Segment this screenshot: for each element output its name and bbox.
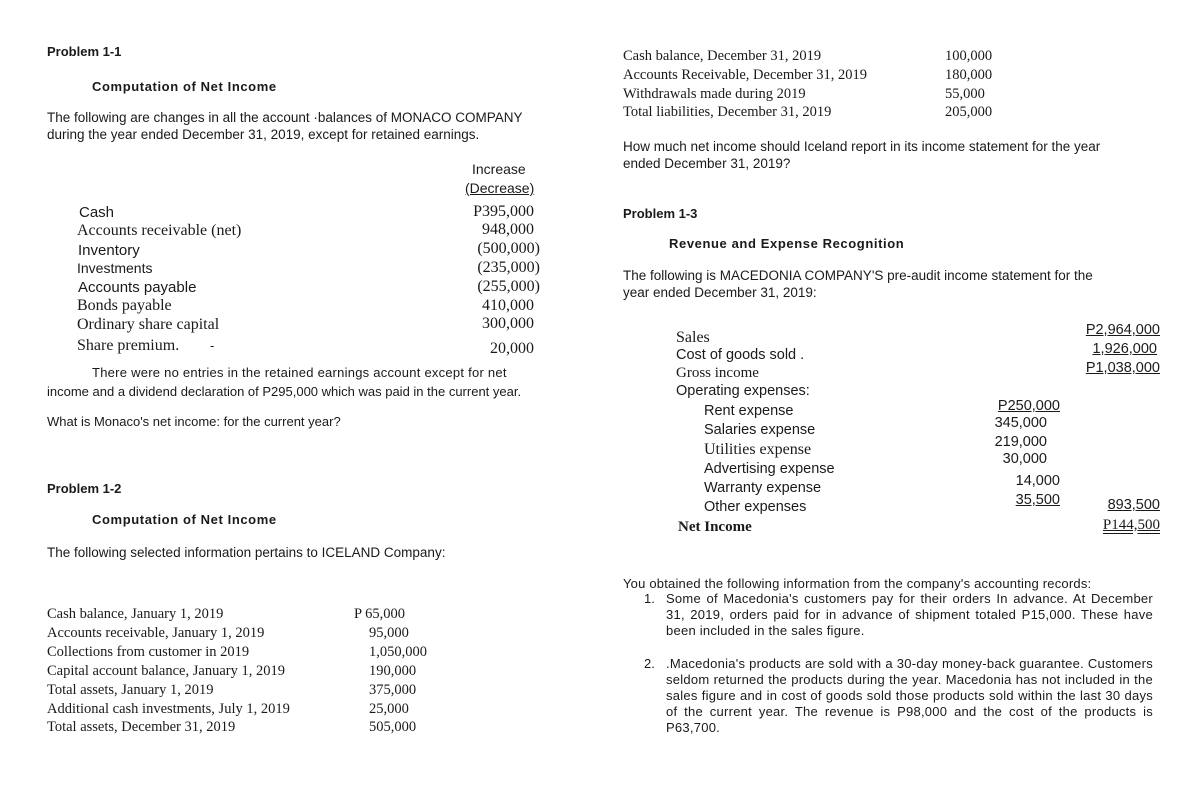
problem-1-2-subheading: Computation of Net Income [92,512,277,527]
account-label: Bonds payable [77,297,172,314]
data-value: 55,000 [945,86,985,102]
problem-1-1-heading: Problem 1-1 [47,44,122,59]
account-label: Investments [77,260,153,276]
expense-label: Warranty expense [704,480,822,496]
problem-1-3-subheading: Revenue and Expense Recognition [669,236,905,251]
expense-label: Utilities expense [704,441,812,458]
data-value: 505,000 [369,719,417,735]
account-change: (235,000) [477,259,540,276]
data-label: Total assets, December 31, 2019 [47,719,236,735]
expense-label: Salaries expense [704,422,816,438]
column-header-decrease: (Decrease) [465,180,535,196]
expense-label: Other expenses [704,499,807,515]
data-value: 190,000 [369,663,417,679]
expense-value: 30,000 [1002,451,1047,467]
data-value: 95,000 [369,625,409,641]
records-intro: You obtained the following information from the company's accounting records: [623,576,1092,591]
problem-1-1-subheading: Computation of Net Income [92,79,277,94]
data-label: Accounts Receivable, December 31, 2019 [623,67,867,83]
gross-income-label: Gross income [676,365,759,381]
sales-label: Sales [676,329,710,346]
problem-1-2-intro: The following selected information pertains to ICELAND Company: [47,545,446,560]
data-label: Additional cash investments, July 1, 2019 [47,701,290,717]
problem-1-2-heading: Problem 1-2 [47,481,122,496]
account-label: Ordinary share capital [77,316,220,333]
problem-1-3-heading: Problem 1-3 [623,206,698,221]
problem-1-2-question-line-1: How much net income should Iceland report in its income statement for the year [623,139,1101,154]
account-change: P395,000 [473,203,534,220]
problem-1-1-note-line-1: There were no entries in the retained earnings account except for net [92,365,507,380]
account-label: Share premium. [77,337,180,354]
expense-value: 14,000 [1015,473,1060,489]
account-change: 410,000 [482,297,534,314]
data-value: 100,000 [945,48,993,64]
cogs-label: Cost of goods sold . [676,347,805,363]
account-change: 948,000 [482,221,534,238]
expense-label: Advertising expense [704,461,835,477]
data-value: P 65,000 [354,606,406,622]
dash-mark: - [210,338,215,353]
data-value: 180,000 [945,67,993,83]
data-label: Total assets, January 1, 2019 [47,682,214,698]
problem-1-1-question: What is Monaco's net income: for the current year? [47,414,341,429]
gross-income-value: P1,038,000 [1085,360,1160,376]
list-item-text: Some of Macedonia's customers pay for their orders In advance. At December 31, 2019, orders paid for in advance of shipment totaled P15,000. These have been included in the sales figure. [666,591,1153,638]
total-operating-expenses: 893,500 [1107,497,1160,513]
operating-expenses-label: Operating expenses: [676,383,810,399]
account-change: 300,000 [482,315,534,332]
data-value: 375,000 [369,682,417,698]
account-label: Cash [79,204,115,221]
list-item-text: .Macedonia's products are sold with a 30-day money-back guarantee. Customers seldom returned the products during the year. Macedonia has not included in the sales figure and in cost of goods sold those products sold within the last 30 days of the current year. The revenue is P98,000 and the cost of the products is P63,700. [666,656,1153,735]
list-item-number: 2. [644,656,655,671]
data-label: Capital account balance, January 1, 2019 [47,663,285,679]
problem-1-1-intro-line-1: The following are changes in all the account ·balances of MONACO COMPANY [47,110,523,125]
net-income-value: P144,500 [1102,517,1160,533]
data-label: Cash balance, December 31, 2019 [623,48,822,64]
account-change: (500,000) [477,240,540,257]
data-label: Accounts receivable, January 1, 2019 [47,625,265,641]
account-label: Inventory [78,242,140,259]
problem-1-3-intro-line-2: year ended December 31, 2019: [623,285,817,300]
problem-1-2-question-line-2: ended December 31, 2019? [623,156,791,171]
data-label: Withdrawals made during 2019 [623,86,806,102]
net-income-label: Net Income [678,519,752,535]
problem-1-1-note-line-2: income and a dividend declaration of P295,000 which was paid in the current year. [47,384,522,399]
account-label: Accounts payable [78,279,197,296]
data-value: 1,050,000 [369,644,427,660]
account-change: (255,000) [477,278,540,295]
list-item-number: 1. [644,591,655,606]
expense-value: 345,000 [994,415,1047,431]
sales-value: P2,964,000 [1085,322,1160,338]
account-label: Accounts receivable (net) [77,222,242,239]
problem-1-3-intro-line-1: The following is MACEDONIA COMPANY'S pre-audit income statement for the [623,268,1093,283]
problem-1-1-intro-line-2: during the year ended December 31, 2019, except for retained earnings. [47,127,480,142]
expense-value: 219,000 [994,434,1047,450]
data-value: 25,000 [369,701,409,717]
data-value: 205,000 [945,104,993,120]
data-label: Cash balance, January 1, 2019 [47,606,224,622]
expense-value: P250,000 [997,398,1060,414]
column-header-increase: Increase [472,161,526,177]
cogs-value: 1,926,000 [1092,341,1157,357]
expense-label: Rent expense [704,403,794,419]
expense-value: 35,500 [1015,492,1060,508]
data-label: Total liabilities, December 31, 2019 [623,104,832,120]
data-label: Collections from customer in 2019 [47,644,250,660]
account-change: 20,000 [490,340,534,357]
